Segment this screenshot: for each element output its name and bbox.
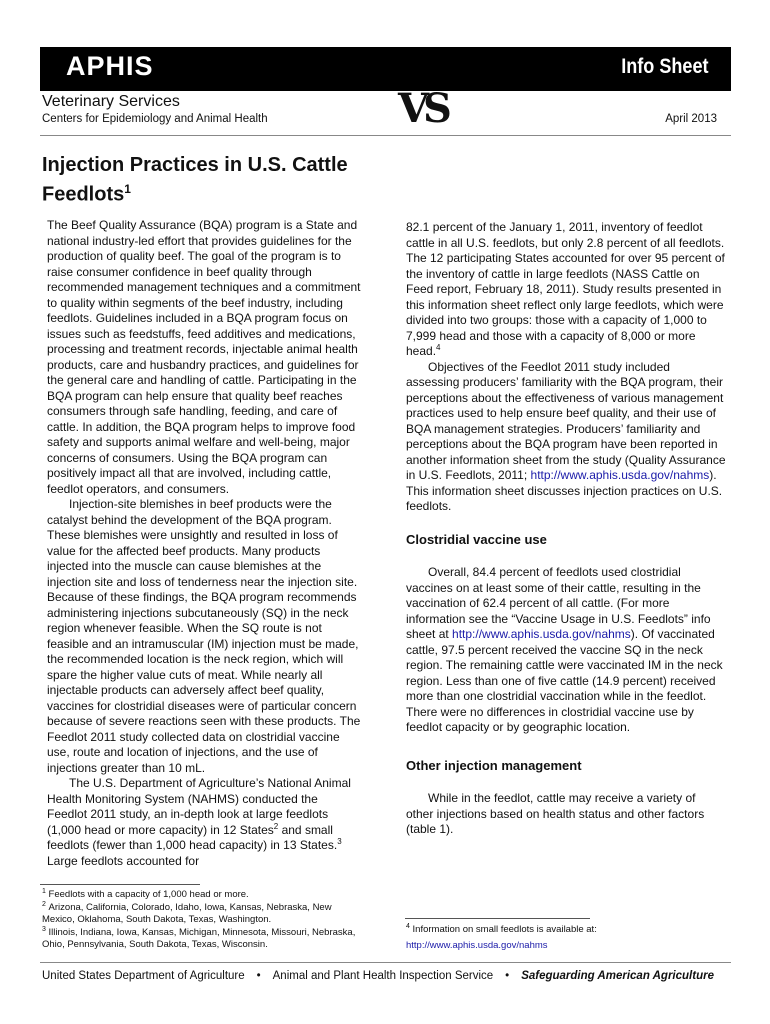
footer-tagline: Safeguarding American Agriculture: [521, 970, 714, 982]
footnote-divider-left: [40, 884, 200, 885]
aphis-logo: APHIS: [66, 51, 154, 81]
left-column: [47, 218, 361, 869]
paragraph-bqa-intro: The Beef Quality Assurance (BQA) program is a State and national industry-led effort that provides guidelines for the production of quality beef. The goal of the program is to raise consumer confidence in beef quality through recommended management techniques and a commitment to quality within segments of the beef industry, including feedlots. Guidelines included in a BQA program focus on issues such as feedstuffs, feed additives and medications, processing and treatment records, injectable animal health products, care and husbandry practices, and guidelines for the general care and handling of cattle. Participating in the BQA program can help ensure that quality beef reaches consumers through safe handling, feeding, and care of cattle. In addition, the BQA program helps to improve food safety and supports animal welfare and well-being, major concerns of consumers. Using the BQA program can positively impact all that are involved, including cattle, feedlot operators, and consumers.: [47, 218, 361, 496]
paragraph-large-feedlots: 82.1 percent of the January 1, 2011, inventory of feedlot cattle in all U.S. feedlots, but only 2.8 percent of all feedlots. The 12 participating States accounted for over 95 percent of the inventory of cattle in large feedlots (NASS Cattle on Feed report, February 18, 2011). Study results presented in this information sheet reflect only large feedlots, which were divided into two groups: those with a capacity of 1,000 to 7,999 head and those with a capacity of 8,000 or more head.$^4$: [406, 220, 725, 358]
footer-aphis: Animal and Plant Health Inspection Service: [272, 970, 494, 982]
footnotes-right: [406, 922, 726, 954]
paragraph-other-injection: While in the feedlot, cattle may receive a variety of other injections based on health status and other factors (table 1).: [406, 791, 705, 836]
page-title: Injection Practices in U.S. Cattle Feedlots$^1$: [42, 154, 348, 206]
vs-logo: VS: [398, 85, 446, 132]
nahms-link-2[interactable]: http://www.aphis.usda.gov/nahms: [452, 627, 631, 641]
footer: [42, 970, 730, 982]
footer-usda: United States Department of Agriculture: [42, 970, 245, 982]
footer-bullet: •: [505, 970, 510, 982]
heading-clostridial: Clostridial vaccine use: [406, 532, 547, 547]
footnote-2: $^2$ Arizona, California, Colorado, Idaho, Iowa, Kansas, Nebraska, New Mexico, Oklahoma, South Dakota, Texas, Washington.: [42, 900, 332, 925]
info-sheet-label: Info Sheet: [621, 55, 709, 78]
footnote-3: $^3$ Illinois, Indiana, Iowa, Kansas, Michigan, Minnesota, Missouri, Nebraska, Ohio, Pennsylvania, South Dakota, Texas, Wisconsin.: [42, 925, 356, 950]
header-divider: [40, 135, 731, 136]
footnote-4-link[interactable]: http://www.aphis.usda.gov/nahms: [406, 940, 548, 951]
header-banner: [40, 47, 731, 91]
paragraph-injection-site: Injection-site blemishes in beef products were the catalyst behind the development of the BQA program. These blemishes were unsightly and resulted in loss of value for the affected beef products. Many products injected into the muscle can cause blemishes at the injection site and loss of tenderness near the injection site. Because of these findings, the BQA program recommends administering injections subcutaneously (SQ) in the neck region whenever feasible. When the SQ route is not feasible and an intramuscular (IM) injection must be made, the recommended location is the neck region, which will spare the higher value cuts of meat. While nearly all injectable products can adversely affect beef quality, vaccines for clostridial diseases were of particular concern because of severe reactions seen with these products. The Feedlot 2011 study collected data on clostridial vaccine use, route and location of injections, and the use of injections greater than 10 mL.: [47, 497, 361, 775]
publication-date: April 2013: [665, 113, 717, 125]
footnote-4: $^4$ Information on small feedlots is available at:: [406, 922, 597, 935]
department-name: Veterinary Services: [42, 93, 180, 110]
footer-divider: [40, 962, 731, 963]
paragraph-clostridial: Overall, 84.4 percent of feedlots used clostridial vaccines on at least some of their cattle, resulting in the vaccination of 62.4 percent of all cattle. (For more information see the “Vaccine Usage in U.S. Feedlots” info sheet at http://www.aphis.usda.gov/nahms). Of vaccinated cattle, 97.5 percent received the vaccine SQ in the neck region. The remaining cattle were vaccinated IM in the neck region. Less than one of five cattle (14.9 percent) received more than one clostridial vaccination while in the feedlot. There were no differences in clostridial vaccine use by feedlot capacity or by geographic location.: [406, 565, 723, 734]
title-footnote-ref: 1: [124, 182, 131, 196]
paragraph-nahms: The U.S. Department of Agriculture’s National Animal Health Monitoring System (NAHMS) conducted the Feedlot 2011 study, an in-depth look at large feedlots (1,000 head or more capacity) in 12 States$^2$ and small feedlots (fewer than 1,000 head capacity) in 13 States.$^3$ Large feedlots accounted for: [47, 776, 351, 868]
footnote-1: $^1$ Feedlots with a capacity of 1,000 head or more.: [42, 887, 249, 900]
center-name: Centers for Epidemiology and Animal Health: [42, 113, 268, 125]
footer-bullet: •: [256, 970, 261, 982]
right-column: [406, 220, 726, 515]
nahms-link[interactable]: http://www.aphis.usda.gov/nahms: [530, 468, 710, 482]
clostridial-section: [406, 565, 726, 736]
heading-other-injection: Other injection management: [406, 758, 582, 773]
paragraph-objectives: Objectives of the Feedlot 2011 study included assessing producers’ familiarity with the BQA program, their perceptions about the effectiveness of various management practices used to help ensure beef quality, and their use of BQA management strategies. Producers’ familiarity and perceptions about the BQA program have been reported in another information sheet from the study (Quality Assurance in U.S. Feedlots, 2011; http://www.aphis.usda.gov/nahms). This information sheet discusses injection practices on U.S. feedlots.: [406, 359, 726, 513]
other-injection-section: [406, 791, 726, 838]
footnotes-left: [42, 889, 362, 952]
footnote-divider-right: [405, 918, 590, 919]
